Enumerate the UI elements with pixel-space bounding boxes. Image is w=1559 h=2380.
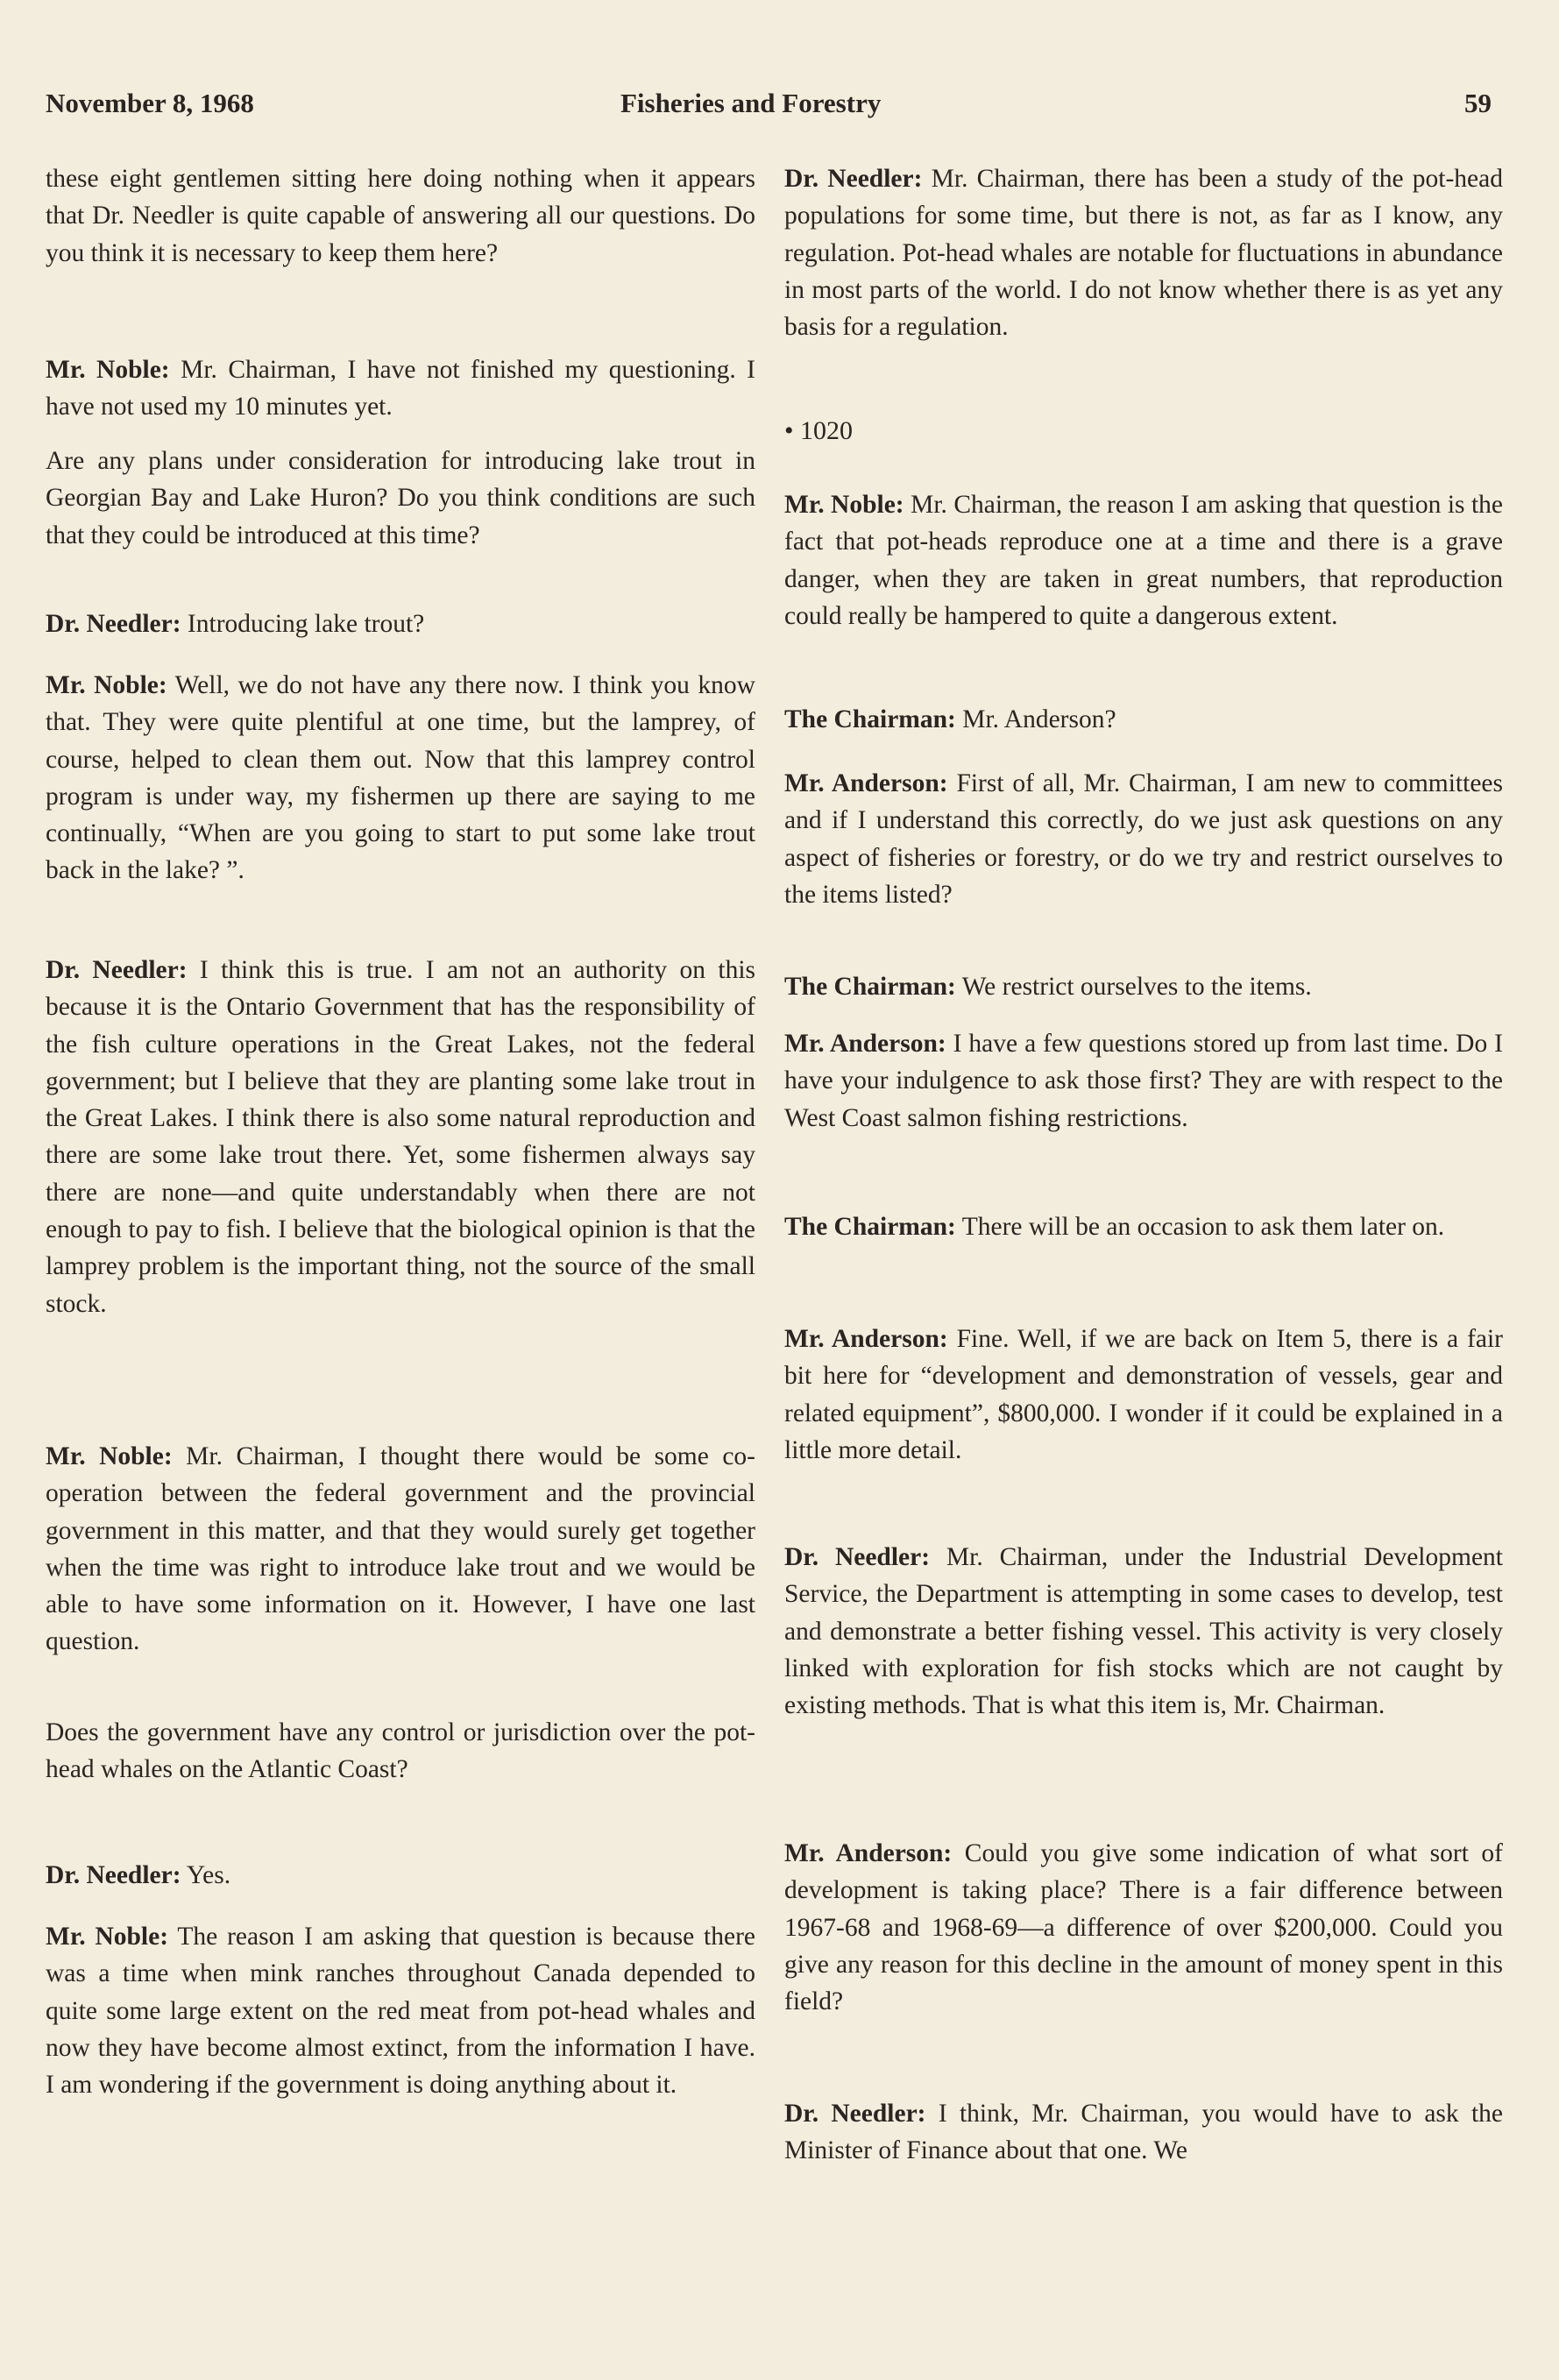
- paragraph: The Chairman: Mr. Anderson?: [784, 705, 1116, 733]
- paragraph: Dr. Needler: Yes.: [46, 1861, 231, 1889]
- page-number: 59: [1464, 88, 1492, 118]
- paragraph: Mr. Noble: Mr. Chairman, the reason I am asking that question is the fact that pot-heads reproduce one at a time and there is a grave danger, when they are taken in great numbers, that reproduction could really be hampered to quite a dangerous extent.: [784, 491, 1504, 630]
- paragraph: Mr. Noble: The reason I am asking that question is because there was a time when mink ranches throughout Canada depended to quite some large extent on the red meat from pot-head whales and now they have become almost extinct, from the information I have. I am wondering if the government is doing anything about it.: [46, 1923, 755, 2100]
- paragraph: Mr. Anderson: First of all, Mr. Chairman, I am new to committees and if I understand this correctly, do we just ask questions on any aspect of fisheries or forestry, or do we try and restrict ourselves to the items listed?: [784, 769, 1503, 909]
- paragraph: Mr. Anderson: Fine. Well, if we are back on Item 5, there is a fair bit here for “development and demonstration of vessels, gear and related equipment”, $800,000. I wonder if it could be explained in a little more detail.: [784, 1325, 1504, 1464]
- header-date: November 8, 1968: [46, 88, 254, 118]
- paragraph: Dr. Needler: I think this is true. I am not an authority on this because it is the Ontario Government that has the responsibility of the fish culture operations in the Great Lakes, not the federal government; but I believe that they are planting some lake trout in the Great Lakes. I think there is also some natural reproduction and there are some lake trout there. Yet, some fishermen always say there are none—and quite understandably when there are not enough to pay to fish. I believe that the biological opinion is that the lamprey problem is the important thing, not the source of the small stock.: [46, 956, 756, 1318]
- paragraph: Mr. Noble: Mr. Chairman, I thought there would be some co-operation between the federal government and the provincial government in this matter, and that they would surely get together when the time was right to introduce lake trout and we would be able to have some information on it. However, I have one last question.: [46, 1442, 755, 1656]
- paragraph: Mr. Noble: Mr. Chairman, I have not finished my questioning. I have not used my 10 minutes yet.: [46, 356, 756, 421]
- header-section-title: Fisheries and Forestry: [620, 88, 882, 118]
- paragraph: Dr. Needler: Mr. Chairman, under the Industrial Development Service, the Department is attempting in some cases to develop, test and demonstrate a better fishing vessel. This activity is very closely linked with exploration for fish stocks which are not caught by existing methods. That is what this item is, Mr. Chairman.: [784, 1543, 1503, 1720]
- paragraph: Mr. Noble: Well, we do not have any there now. I think you know that. They were quite plentiful at one time, but the lamprey, of course, helped to clean them out. Now that this lamprey control program is under way, my fishermen up there are saying to me continually, “When are you going to start to put some lake trout back in the lake? ”.: [46, 671, 755, 885]
- paragraph: Are any plans under consideration for introducing lake trout in Georgian Bay and Lake Huron? Do you think conditions are such that they could be introduced at this time?: [46, 447, 755, 549]
- paragraph: Does the government have any control or jurisdiction over the pot-head whales on the Atlantic Coast?: [46, 1718, 755, 1784]
- paragraph: Mr. Anderson: Could you give some indication of what sort of development is taking place? There is a fair difference between 1967-68 and 1968-69—a difference of over $200,000. Could you give any reason for this decline in the amount of money spent in this field?: [784, 1839, 1504, 2016]
- time-marker: • 1020: [784, 416, 854, 445]
- paragraph: The Chairman: There will be an occasion to ask them later on.: [784, 1213, 1445, 1241]
- page-header: [46, 88, 1492, 131]
- paragraph: Dr. Needler: Introducing lake trout?: [46, 610, 425, 638]
- paragraph: Dr. Needler: I think, Mr. Chairman, you would have to ask the Minister of Finance about that one. We: [784, 2100, 1504, 2165]
- paragraph: these eight gentlemen sitting here doing nothing when it appears that Dr. Needler is quite capable of answering all our questions. Do you think it is necessary to keep them here?: [46, 165, 755, 267]
- paragraph: Dr. Needler: Mr. Chairman, there has been a study of the pot-head populations for some time, but there is not, as far as I know, any regulation. Pot-head whales are notable for fluctuations in abundance in most parts of the world. I do not know whether there is as yet any basis for a regulation.: [784, 165, 1503, 342]
- paragraph: Mr. Anderson: I have a few questions stored up from last time. Do I have your indulgence to ask those first? They are with respect to the West Coast salmon fishing restrictions.: [784, 1030, 1503, 1132]
- paragraph: The Chairman: We restrict ourselves to the items.: [784, 973, 1312, 1001]
